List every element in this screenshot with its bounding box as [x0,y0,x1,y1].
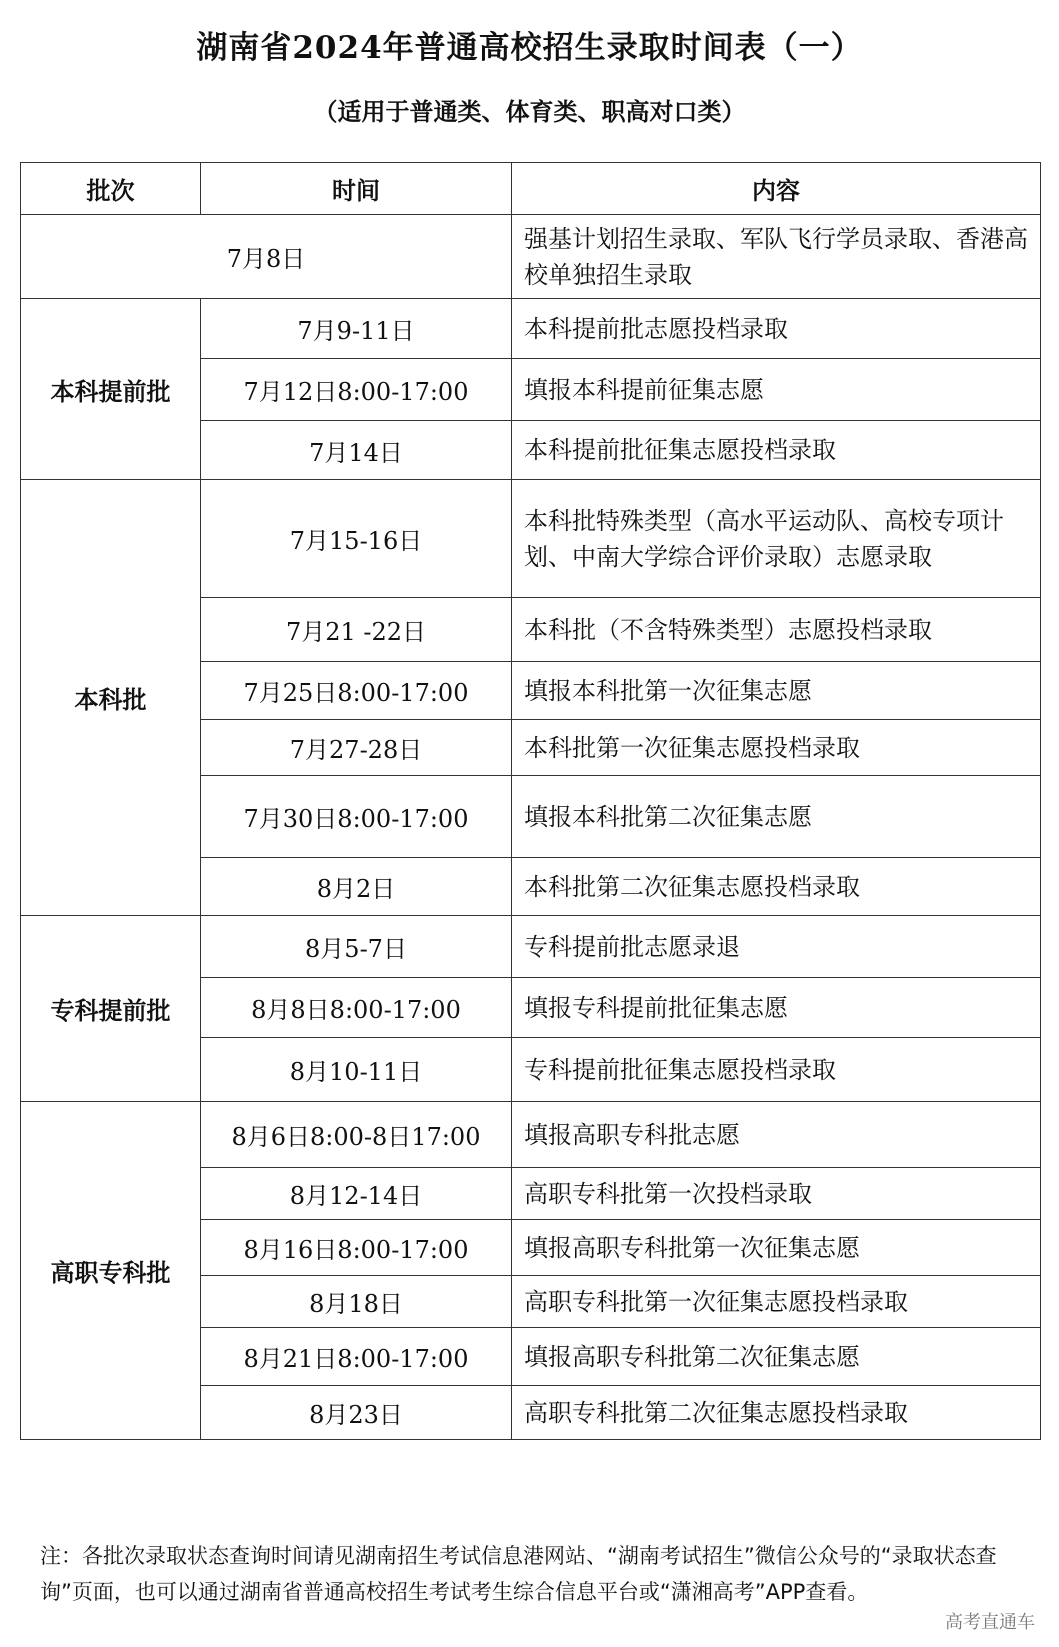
time-cell: 8月18日 [201,1276,512,1328]
batch-cell: 本科批 [21,480,201,916]
content-cell: 专科提前批志愿录退 [512,916,1041,978]
time-cell: 7月14日 [201,421,512,480]
watermark: 高考直通车 [945,1612,1035,1633]
table-row [21,480,1041,598]
content-cell: 高职专科批第一次征集志愿投档录取 [512,1276,1041,1328]
time-cell: 7月27-28日 [201,720,512,776]
time-cell: 8月8日8:00-17:00 [201,978,512,1038]
content-cell: 填报本科批第二次征集志愿 [512,776,1041,858]
content-cell: 专科提前批征集志愿投档录取 [512,1038,1041,1102]
table-row [21,299,1041,359]
content-cell: 填报高职专科批第一次征集志愿 [512,1220,1041,1276]
content-cell: 本科提前批志愿投档录取 [512,299,1041,359]
content-cell: 高职专科批第二次征集志愿投档录取 [512,1386,1041,1440]
content-cell: 本科批第二次征集志愿投档录取 [512,858,1041,916]
content-cell: 本科提前批征集志愿投档录取 [512,421,1041,480]
time-cell: 8月6日8:00-8日17:00 [201,1102,512,1168]
time-cell: 7月25日8:00-17:00 [201,662,512,720]
schedule-table [20,162,1041,1440]
content-cell: 填报专科提前批征集志愿 [512,978,1041,1038]
content-cell: 强基计划招生录取、军队飞行学员录取、香港高校单独招生录取 [512,215,1041,299]
content-cell: 填报高职专科批志愿 [512,1102,1041,1168]
time-cell: 7月12日8:00-17:00 [201,359,512,421]
time-cell: 7月30日8:00-17:00 [201,776,512,858]
time-cell: 7月21 -22日 [201,598,512,662]
content-cell: 填报本科提前征集志愿 [512,359,1041,421]
time-cell: 8月21日8:00-17:00 [201,1328,512,1386]
batch-cell: 高职专科批 [21,1102,201,1440]
time-cell: 8月23日 [201,1386,512,1440]
batch-cell: 本科提前批 [21,299,201,480]
content-cell: 填报高职专科批第二次征集志愿 [512,1328,1041,1386]
page-title: 湖南省2024年普通高校招生录取时间表（一） [196,30,863,66]
content-cell: 高职专科批第一次投档录取 [512,1168,1041,1220]
time-cell: 8月10-11日 [201,1038,512,1102]
time-cell: 7月8日 [21,215,512,299]
time-cell: 8月2日 [201,858,512,916]
content-cell: 本科批第一次征集志愿投档录取 [512,720,1041,776]
header-content: 内容 [512,163,1041,215]
header-batch: 批次 [21,163,201,215]
table-row [21,215,1041,299]
footnote: 注：各批次录取状态查询时间请见湖南招生考试信息港网站、“湖南考试招生”微信公众号的“录取状态查询”页面，也可以通过湖南省普通高校招生考试考生综合信息平台或“潇湘高考”APP查看。 [40,1544,997,1604]
content-cell: 填报本科批第一次征集志愿 [512,662,1041,720]
content-cell: 本科批（不含特殊类型）志愿投档录取 [512,598,1041,662]
table-row [21,916,1041,978]
time-cell: 8月16日8:00-17:00 [201,1220,512,1276]
table-row [21,1102,1041,1168]
time-cell: 8月12-14日 [201,1168,512,1220]
page-subtitle: （适用于普通类、体育类、职高对口类） [313,97,746,126]
time-cell: 7月15-16日 [201,480,512,598]
batch-cell: 专科提前批 [21,916,201,1102]
time-cell: 8月5-7日 [201,916,512,978]
content-cell: 本科批特殊类型（高水平运动队、高校专项计划、中南大学综合评价录取）志愿录取 [512,480,1041,598]
header-row [21,163,1041,215]
header-time: 时间 [201,163,512,215]
time-cell: 7月9-11日 [201,299,512,359]
